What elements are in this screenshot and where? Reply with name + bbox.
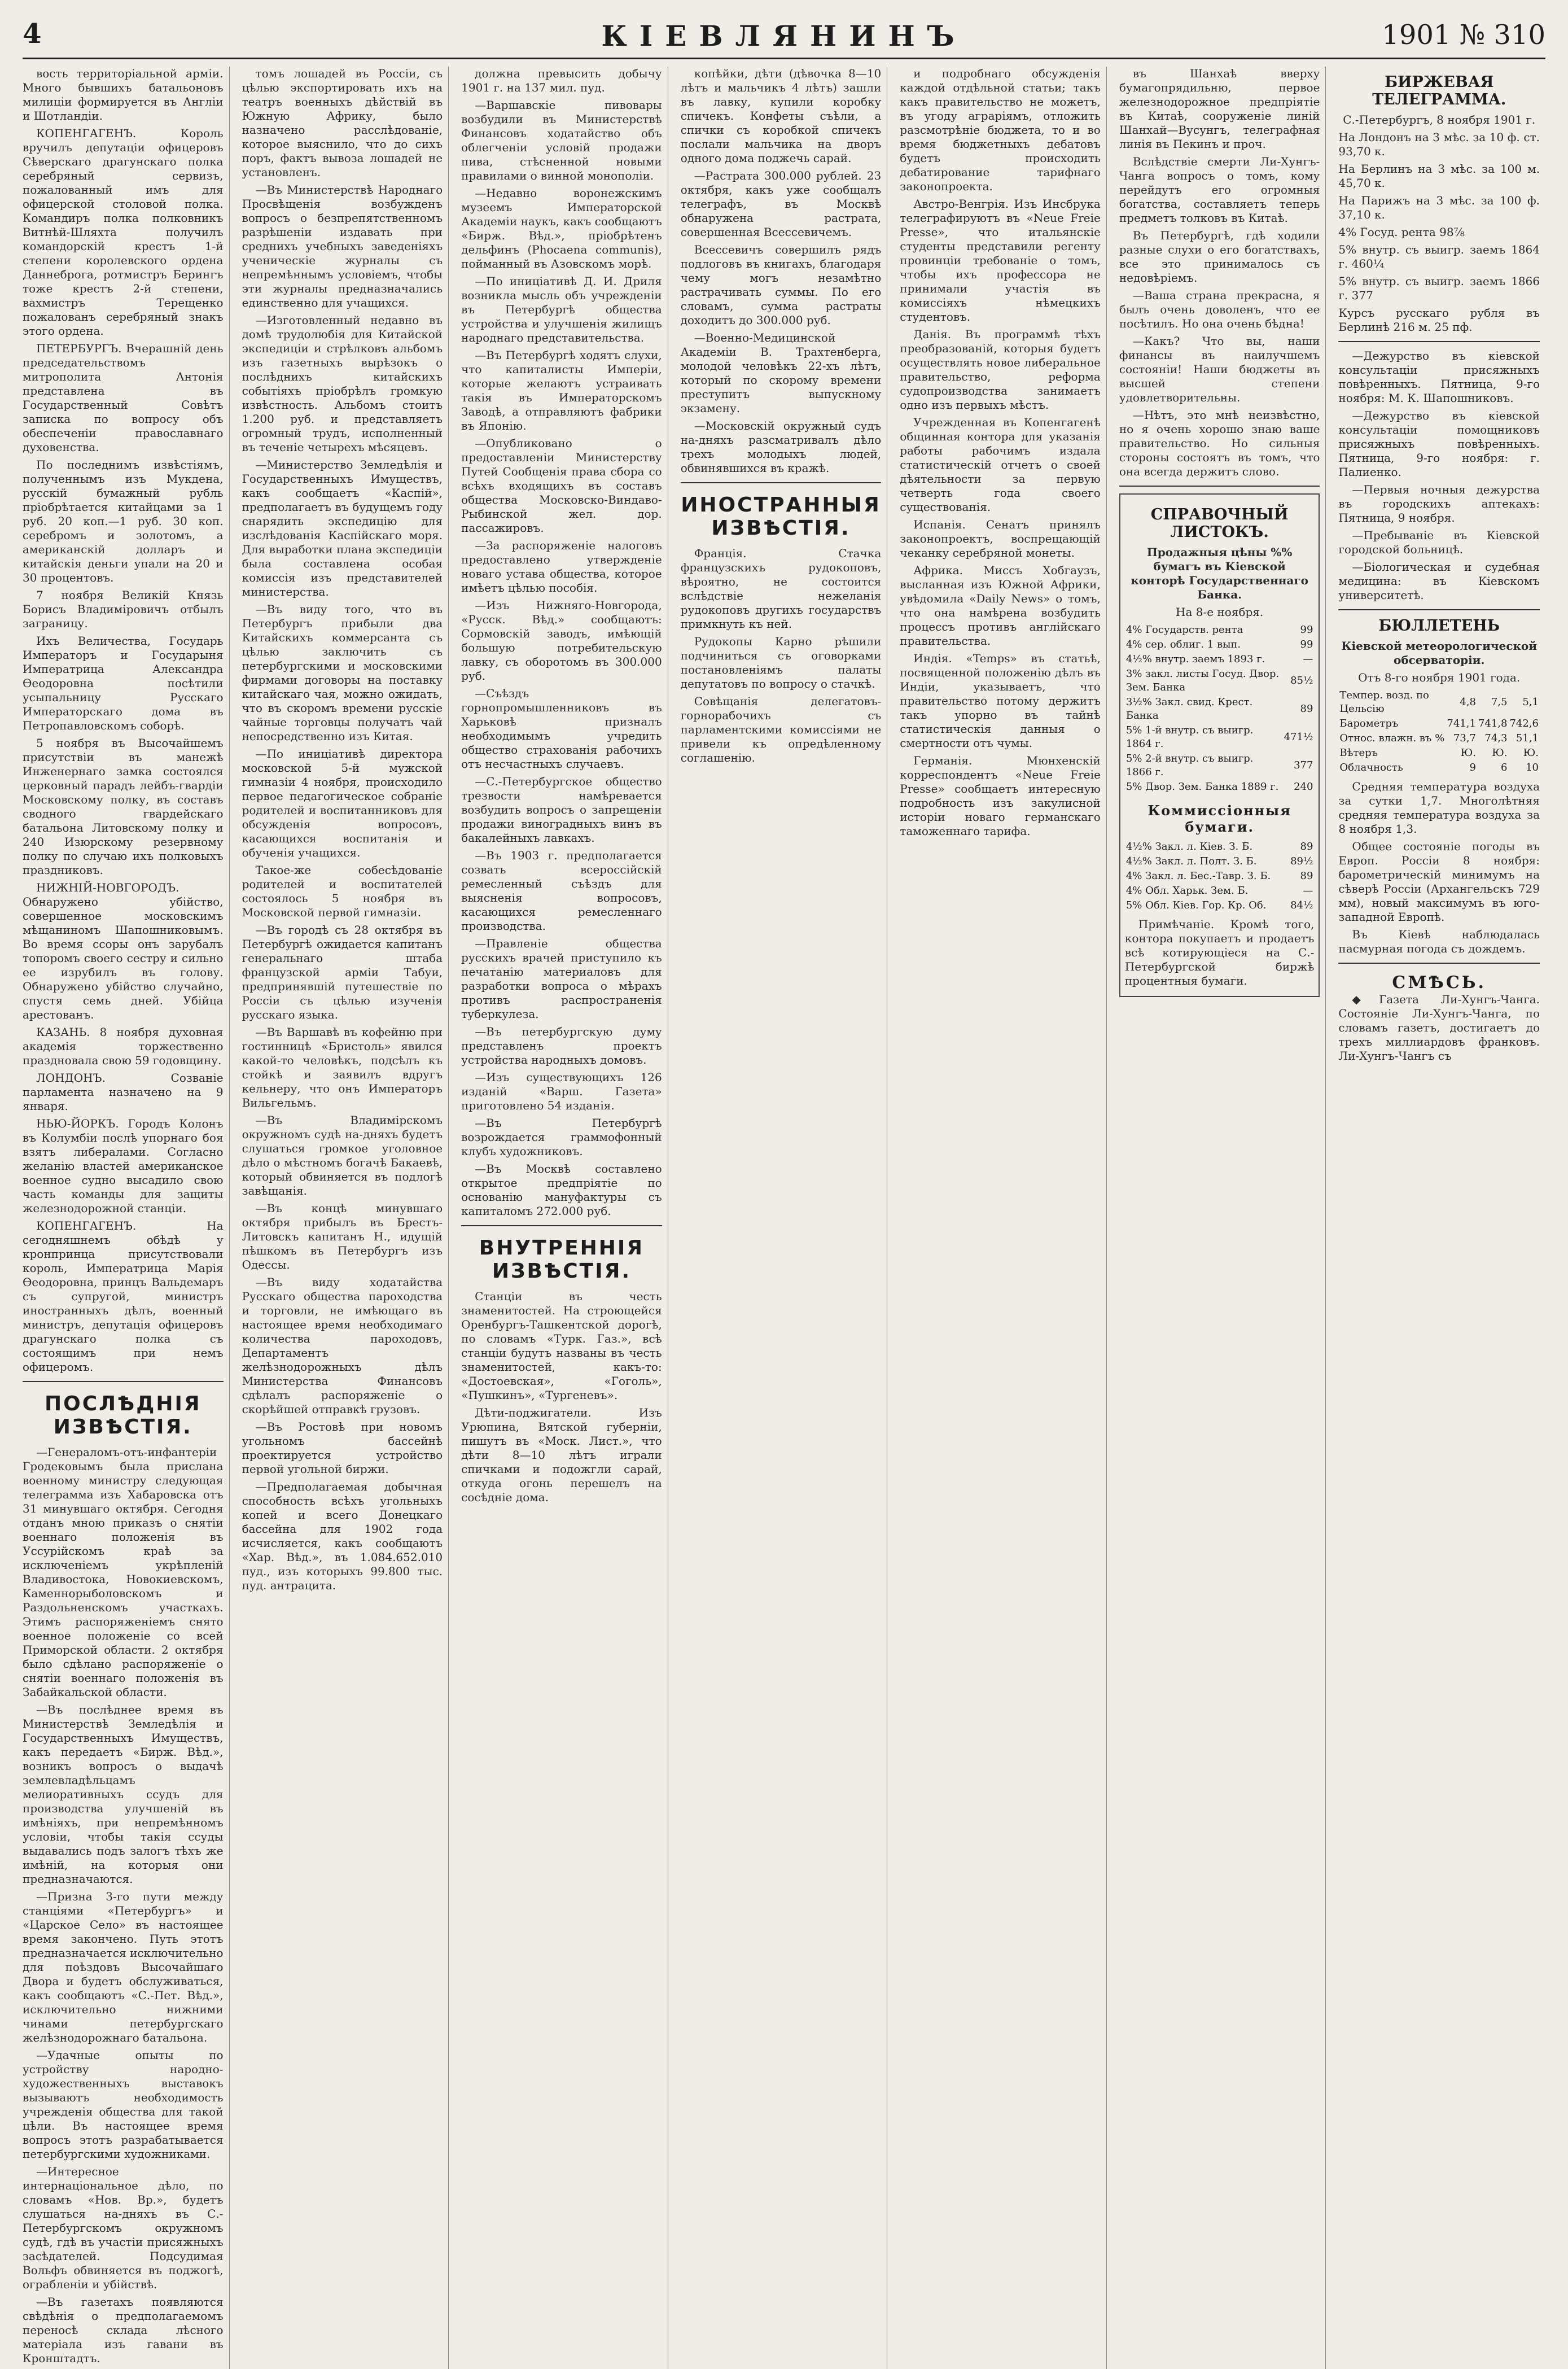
article-paragraph: Ихъ Величества, Государь Императоръ и Государыня Императрица Александра Ѳеодоровна посѣтили усыпальницу Русскаго Императорскаго дома въ Петропавловскомъ соборѣ. bbox=[23, 634, 224, 732]
commission-heading: Коммиссіонныя бумаги. bbox=[1147, 802, 1291, 835]
column-2 bbox=[242, 67, 449, 2369]
article-paragraph: Австро-Венгрія. Изъ Инсбрука телеграфируютъ въ «Neue Freie Presse», что итальянскіе студенты представили регенту провинціи требованіе о томъ, чтобы ихъ профессора не принимали участія въ комиссіяхъ нѣмецкихъ студентовъ. bbox=[900, 197, 1101, 324]
article-columns bbox=[23, 67, 1545, 2365]
page-number: 4 bbox=[23, 18, 42, 50]
article-paragraph: По последнимъ извѣстіямъ, полученнымъ изъ Мукдена, русскій бумажный рубль пріобрѣтается китайцами за 1 руб. 20 коп.—1 руб. 30 коп. серебромъ и золотомъ, а американскій долларъ и китайскія деньги упали на 20 и 30 процентовъ. bbox=[23, 458, 224, 584]
exchange-heading: БИРЖЕВАЯ ТЕЛЕГРАММА. bbox=[1372, 73, 1506, 108]
weather-value: Ю. bbox=[1460, 747, 1476, 759]
article-paragraph: —Въ Ростовѣ при новомъ угольномъ бассейнѣ проектируется устройство первой угольной биржи. bbox=[242, 1420, 443, 1476]
exchange-line: Курсъ русскаго рубля въ Берлинѣ 216 м. 25 пф. bbox=[1338, 306, 1540, 334]
weather-value: 4,8 bbox=[1460, 696, 1476, 708]
article-paragraph: —Въ концѣ минувшаго октября прибылъ въ Брестъ-Литовскъ капитанъ Н., идущій пѣшкомъ въ Петербургъ изъ Одессы. bbox=[242, 1201, 443, 1271]
table-row bbox=[1125, 869, 1315, 884]
exchange-subtitle: С.-Петербургъ, 8 ноября 1901 г. bbox=[1343, 113, 1536, 126]
article-paragraph: должна превысить добычу 1901 г. на 137 мил. пуд. bbox=[461, 67, 662, 94]
article-paragraph: —Варшавскіе пивовары возбудили въ Министерствѣ Финансовъ ходатайство объ облегченіи условій продажи пива, стѣсненной новыми правилами о винной монополіи. bbox=[461, 98, 662, 182]
article-paragraph: 5 ноября въ Высочайшемъ присутствіи въ манежѣ Инженернаго замка состоялся церковный парадъ лейбъ-гвардіи Московскому полку, въ составъ сводного гвардейскаго батальона Литовскому полку и 240 Изюрскому резервному полку по случаю ихъ полковыхъ праздниковъ. bbox=[23, 736, 224, 877]
article-paragraph: ПЕТЕРБУРГЪ. Вчерашній день председательствомъ митрополита Антонія представлена въ Государственный Совѣтъ записка по вопросу объ обеспеченіи православнаго духовенства. bbox=[23, 342, 224, 454]
rate-value: 89 bbox=[1300, 841, 1313, 853]
rate-value: 471½ bbox=[1284, 731, 1313, 743]
article-paragraph: Индія. «Temps» въ статьѣ, посвященной положенію дѣлъ въ Индіи, указываетъ, что правительство потому держитъ такъ упорно въ тайнѣ статистическія данныя о смертности отъ чумы. bbox=[900, 652, 1101, 750]
article-paragraph: Вслѣдствіе смерти Ли-Хунгъ-Чанга вопросъ о томъ, кому перейдутъ его огромныя богатства, составляетъ теперь предметъ толковъ въ Китаѣ. bbox=[1119, 155, 1320, 225]
rate-name: 4½% Закл. л. Кіев. З. Б. bbox=[1125, 841, 1253, 853]
foreign-news-heading: ИНОСТРАННЫЯ ИЗВѢСТІЯ. bbox=[681, 493, 881, 540]
rates-table bbox=[1125, 623, 1315, 794]
rate-value: — bbox=[1303, 653, 1313, 665]
rate-value: 89 bbox=[1300, 703, 1313, 715]
rate-name: 5% 2-й внутр. съ выигр. 1866 г. bbox=[1125, 753, 1254, 778]
reference-note: Примѣчаніе. Кромѣ того, контора покупаетъ и продаетъ всѣ котирующіеся на С.-Петербургской биржѣ процентныя бумаги. bbox=[1124, 917, 1315, 987]
article-paragraph: —Въ Петербургѣ возрождается граммофонный клубъ художниковъ. bbox=[461, 1116, 662, 1158]
miscellany-heading: СМѢСЬ. bbox=[1392, 973, 1486, 993]
rate-value: 99 bbox=[1300, 624, 1313, 636]
notice-paragraph: —Дежурство въ кіевской консультаціи присяжныхъ повѣренныхъ. Пятница, 9-го ноября: М. К. Шапошниковъ. bbox=[1338, 349, 1540, 405]
article-paragraph: —Въ Москвѣ составлено открытое предпріятіе по основанію мануфактуры съ капиталомъ 272.000 руб. bbox=[461, 1162, 662, 1218]
article-paragraph: —Растрата 300.000 рублей. 23 октября, какъ уже сообщалъ телеграфъ, въ Москвѣ обнаружена растрата, совершенная Всессевичемъ. bbox=[680, 169, 882, 239]
exchange-line: На Лондонъ на 3 мѣс. за 10 ф. ст. 93,70 к. bbox=[1338, 130, 1540, 158]
section-divider bbox=[1338, 609, 1540, 610]
table-row bbox=[1125, 854, 1315, 869]
article-paragraph: —Въ виду того, что въ Петербургъ прибыли два Китайскихъ коммерсанта съ цѣлью заключить съ петербургскими и московскими фирмами договоры на поставку китайскаго чая, можно ожидать, что въ скоромъ времени русскіе чайные торговцы получатъ чай непосредственно изъ Китая. bbox=[242, 602, 443, 743]
reference-box bbox=[1119, 493, 1320, 997]
table-row bbox=[1125, 652, 1315, 667]
bulletin-date: Отъ 8-го ноября 1901 года. bbox=[1358, 671, 1521, 684]
weather-label: Темпер. возд. по Цельсію bbox=[1339, 689, 1429, 715]
article-paragraph: Въ Петербургѣ, гдѣ ходили разные слухи о его богатствахъ, все это принималось съ недовѣріемъ. bbox=[1119, 229, 1320, 285]
article-paragraph: 7 ноября Великій Князь Борисъ Владиміровичъ отбылъ заграницу. bbox=[23, 588, 224, 630]
table-row bbox=[1125, 695, 1315, 723]
table-row bbox=[1125, 637, 1315, 652]
exchange-line: На Парижъ на 3 мѣс. за 100 ф. 37,10 к. bbox=[1338, 194, 1540, 221]
table-row bbox=[1338, 760, 1540, 775]
article-paragraph: вость территоріальной арміи. Много бывшихъ батальоновъ милиціи формируется въ Англіи и Шотландіи. bbox=[23, 67, 224, 123]
weather-value: 74,3 bbox=[1484, 732, 1508, 744]
table-row bbox=[1125, 780, 1315, 794]
notice-paragraph: —Первыя ночныя дежурства въ городскихъ аптекахъ: Пятница, 9 ноября. bbox=[1338, 483, 1540, 524]
article-paragraph: ЛОНДОНЪ. Созваніе парламента назначено на 9 января. bbox=[23, 1071, 224, 1113]
weather-value: 10 bbox=[1526, 762, 1539, 773]
section-divider bbox=[1119, 486, 1320, 487]
article-paragraph: —За распоряженіе налоговъ предоставлено утвержденіе новаго устава общества, которое имѣетъ цѣлью пособія. bbox=[461, 539, 662, 595]
table-row bbox=[1125, 884, 1315, 898]
rate-name: 5% 1-й внутр. съ выигр. 1864 г. bbox=[1125, 724, 1254, 750]
article-paragraph: Франція. Стачка французскихъ рудокоповъ, вѣроятно, не состоится вслѣдствіе нежеланія рудокоповъ другихъ государствъ примкнуть къ ней. bbox=[680, 547, 882, 631]
article-paragraph: —Въ послѣднее время въ Министерствѣ Земледѣлія и Государственныхъ Имуществъ, какъ передаетъ «Бирж. Вѣд.», возникъ вопросъ о выдачѣ землевладѣльцамъ мелиоративныхъ ссудъ для производства улучшеній въ имѣніяхъ, при непремѣнномъ условіи, чтобы такія ссуды выдавались подъ залогъ тѣхъ же имѣній, на которыя они предназначаются. bbox=[23, 1703, 224, 1886]
rate-value: 84½ bbox=[1290, 899, 1313, 911]
rate-name: 3% закл. листы Госуд. Двор. Зем. Банка bbox=[1125, 668, 1280, 693]
table-row bbox=[1125, 667, 1315, 695]
article-paragraph: —Предполагаемая добычная способность всѣхъ угольныхъ копей и всего Донецкаго бассейна для 1902 года исчисляется, какъ сообщаютъ «Хар. Вѣд.», въ 1.084.652.010 пуд., изъ которыхъ 99.800 тыс. пуд. антрацита. bbox=[242, 1480, 443, 1592]
notice-paragraph: —Пребываніе въ Кіевской городской больницѣ. bbox=[1338, 528, 1540, 556]
rate-name: 4½% внутр. заемъ 1893 г. bbox=[1125, 653, 1265, 665]
article-paragraph: КОПЕНГАГЕНЪ. На сегодняшнемъ обѣдѣ у кронпринца присутствовали король, Императрица Марія Ѳеодоровна, принцъ Вальдемаръ съ супругой, министръ иностранныхъ дѣлъ, военный министръ, депутація офицеровъ драгунскаго полка съ состоящимъ при немъ офицеромъ. bbox=[23, 1219, 224, 1374]
exchange-line: 4% Госуд. рента 98⅞ bbox=[1338, 225, 1465, 239]
article-paragraph: —Въ Владимірскомъ окружномъ судѣ на-дняхъ будетъ слушаться громкое уголовное дѣло о мѣстномъ богачѣ Бакаевѣ, который обвиняется въ подлогѣ завѣщанія. bbox=[242, 1113, 443, 1197]
section-divider bbox=[1338, 963, 1540, 964]
article-paragraph: Дѣти-поджигатели. Изъ Урюпина, Вятской губерніи, пишутъ въ «Моск. Лист.», что дѣти 8—10 лѣтъ играли спичками и подожгли сарай, откуда огонь перешелъ на сосѣдніе дома. bbox=[461, 1406, 662, 1504]
article-paragraph: и подробнаго обсужденія каждой отдѣльной статьи; такъ какъ правительство не можетъ, въ угоду аграріямъ, отложить разсмотрѣніе бюджета, то и во время бюджетныхъ дебатовъ будетъ происходить дебатирование тарифнаго законопроекта. bbox=[900, 67, 1101, 193]
article-paragraph: въ Шанхаѣ вверху бумагопрядильню, первое железнодорожное предпріятіе въ Китаѣ, сооруженіе линій Шанхай—Вусунгъ, телеграфная линія въ Пекинъ и проч. bbox=[1119, 67, 1320, 151]
article-paragraph: Учрежденная въ Копенгагенѣ общинная контора для указанія работы рабочимъ издала статистическій отчетъ о своей дѣятельности за первую четверть года своего существованія. bbox=[900, 416, 1101, 514]
weather-label: Вѣтеръ bbox=[1339, 747, 1378, 759]
article-paragraph: НЬЮ-ЙОРКЪ. Городъ Колонъ въ Колумбіи послѣ упорнаго боя взятъ либералами. Согласно желанію властей американское военное судно высадило свою часть команды для защиты железнодорожной станціи. bbox=[23, 1117, 224, 1215]
newspaper-title: КІЕВЛЯНИНЪ bbox=[601, 19, 967, 53]
rate-name: 4% Обл. Харьк. Зем. Б. bbox=[1125, 885, 1249, 897]
article-paragraph: —Министерство Земледѣлія и Государственныхъ Имуществъ, какъ сообщаетъ «Каспій», предполагаетъ въ будущемъ году снарядить экспедицію для изслѣдованія Каспійскаго моря. Для выработки плана экспедиціи была составлена особая комиссія изъ представителей министерства. bbox=[242, 458, 443, 598]
weather-label: Облачность bbox=[1339, 762, 1403, 773]
table-row bbox=[1125, 898, 1315, 913]
bulletin-paragraph: Общее состояніе погоды въ Европ. Россіи 8 ноября: барометрическій минимумъ на сѣверѣ Россіи (Архангельскъ 729 мм), новый максимумъ въ юго-западной Европѣ. bbox=[1338, 840, 1540, 924]
article-paragraph: —Какъ? Что вы, наши финансы въ наилучшемъ состояніи! Наши бюджеты въ высшей степени удовлетворительны. bbox=[1119, 334, 1320, 404]
article-paragraph: —Въ городѣ съ 28 октября въ Петербургѣ ожидается капитанъ генеральнаго штаба французской арміи Табуи, предпринявшій путешествіе по Россіи съ цѣлью изученія русскаго языка. bbox=[242, 923, 443, 1021]
rate-name: 4% Государств. рента bbox=[1125, 624, 1243, 636]
reference-date: На 8-е ноября. bbox=[1176, 605, 1264, 619]
article-paragraph: —Въ 1903 г. предполагается созвать всероссійскій ремесленный съѣздъ для выясненія вопросовъ, касающихся ремесленнаго производства. bbox=[461, 849, 662, 933]
bulletin-heading: БЮЛЛЕТЕНЬ bbox=[1378, 617, 1500, 635]
article-paragraph: Германія. Мюнхенскій корреспондентъ «Neue Freie Presse» сообщаетъ интересную подробность изъ закулисной исторіи новаго германскаго таможеннаго тарифа. bbox=[900, 754, 1101, 838]
weather-value: 5,1 bbox=[1522, 696, 1539, 708]
article-paragraph: Африка. Миссъ Хобгаузъ, высланная изъ Южной Африки, увѣдомила «Daily News» о томъ, что она намѣрена возбудить процессъ противъ англійскаго правительства. bbox=[900, 563, 1101, 648]
article-paragraph: томъ лошадей въ Россіи, съ цѣлью экспортировать ихъ на театръ военныхъ дѣйствій въ Южную Африку, было назначено расслѣдованіе, которое выяснило, что до сихъ поръ, фактъ вывоза лошадей не установленъ. bbox=[242, 67, 443, 179]
weather-value: Ю. bbox=[1492, 747, 1508, 759]
article-paragraph: —Въ Петербургѣ ходятъ слухи, что капиталисты Имперіи, которые желаютъ устраивать такія въ Императорскомъ Заводѣ, а отправляютъ фабрики въ Японію. bbox=[461, 348, 662, 432]
reference-heading: СПРАВОЧНЫЙ ЛИСТОКЪ. bbox=[1150, 506, 1289, 541]
table-row bbox=[1125, 723, 1315, 751]
article-paragraph: Такое-же собесѣдованіе родителей и воспитателей состоялось 5 ноября въ Московской первой гимназіи. bbox=[242, 863, 443, 919]
weather-table bbox=[1338, 688, 1540, 775]
table-row bbox=[1338, 688, 1540, 716]
rate-name: 4½% Закл. л. Полт. З. Б. bbox=[1125, 855, 1257, 867]
table-row bbox=[1338, 746, 1540, 760]
weather-value: 742,6 bbox=[1509, 718, 1539, 729]
article-paragraph: —Недавно воронежскимъ музеемъ Императорской Академіи наукъ, какъ сообщаютъ «Бирж. Вѣд.», пріобрѣтенъ дельфинъ (Phocaena communis), пойманный въ Азовскомъ морѣ. bbox=[461, 186, 662, 270]
weather-value: 6 bbox=[1501, 762, 1508, 773]
rate-value: 89½ bbox=[1290, 855, 1313, 867]
exchange-line: На Берлинъ на 3 мѣс. за 100 м. 45,70 к. bbox=[1338, 162, 1540, 190]
article-paragraph: Испанія. Сенатъ принялъ законопроектъ, воспрещающій чеканку серебряной монеты. bbox=[900, 518, 1101, 560]
rate-name: 5% Обл. Кіев. Гор. Кр. Об. bbox=[1125, 899, 1267, 911]
rate-name: 4% Закл. л. Бес.-Тавр. З. Б. bbox=[1125, 870, 1271, 882]
column-5 bbox=[900, 67, 1107, 2369]
article-paragraph: —Въ газетахъ появляются свѣдѣнія о предполагаемомъ переносѣ склада лѣсного матеріала изъ гавани въ Кронштадтъ. bbox=[23, 2295, 224, 2365]
article-paragraph: Станціи въ честь знаменитостей. На строющейся Оренбургъ-Ташкентской дорогѣ, по словамъ «Турк. Газ.», всѣ станціи будутъ названы въ честь знаменитостей, какъ-то: «Достоевская», «Гоголь», «Пушкинъ», «Тургеневъ». bbox=[461, 1290, 662, 1402]
bulletin-subtitle: Кіевской метеорологической обсерваторіи. bbox=[1341, 639, 1538, 667]
column-3 bbox=[461, 67, 668, 2369]
article-paragraph: —По иниціативѣ директора московской 5-й мужской гимназіи 4 ноября, происходило первое педагогическое собраніе родителей и воспитанниковъ для обсужденія вопросовъ, касающихся воспитанія и обученія учащихся. bbox=[242, 747, 443, 859]
article-paragraph: —Интересное интернаціональное дѣло, по словамъ «Нов. Вр.», будетъ слушаться на-дняхъ въ С.-Петербургскомъ окружномъ судѣ, гдѣ въ участіи присяжныхъ засѣдателей. Подсудимая Вольфъ обвиняется въ поджогѣ, ограбленіи и убійствѣ. bbox=[23, 2165, 224, 2291]
rate-name: 4% сер. облиг. 1 вып. bbox=[1125, 639, 1241, 650]
rate-value: 377 bbox=[1294, 759, 1313, 771]
weather-label: Барометръ bbox=[1339, 718, 1399, 729]
exchange-line: 5% внутр. съ выигр. заемъ 1866 г. 377 bbox=[1338, 274, 1540, 302]
table-row bbox=[1338, 716, 1540, 731]
table-row bbox=[1125, 623, 1315, 637]
rate-value: — bbox=[1303, 885, 1313, 897]
issue-number: 1901 № 310 bbox=[1382, 19, 1545, 51]
article-paragraph: Рудокопы Карно рѣшили подчиниться съ оговорками постановленіямъ палаты депутатовъ по вопросу о стачкѣ. bbox=[680, 635, 882, 690]
article-paragraph: —Опубликовано о предоставленіи Министерству Путей Сообщенія права сбора со всѣхъ входящихъ въ составъ общества Московско-Виндаво-Рыбинской жел. дор. пассажировъ. bbox=[461, 436, 662, 535]
article-paragraph: —Генераломъ-отъ-инфантеріи Гродековымъ была прислана военному министру следующая телеграмма изъ Хабаровска отъ 31 минувшаго октября. Сегодня отданъ мною приказъ о снятіи военнаго положенія въ Уссурійскомъ краѣ за исключеніемъ укрѣпленій Владивостока, Новокиевскомъ, Каменнорыболовскомъ и Раздольненскомъ участкахъ. Этимъ распоряженіемъ снято военное положеніе со всей Приморской области. 2 октября было сдѣлано распоряженіе о снятіи военнаго положенія въ Забайкальской области. bbox=[23, 1445, 224, 1699]
article-paragraph: —По иниціативѣ Д. И. Дриля возникла мысль объ учрежденіи въ Петербургѣ общества устройства и улучшенія жилищъ народнаго представительства. bbox=[461, 274, 662, 344]
article-paragraph: —Призна 3-го пути между станціями «Петербургъ» и «Царское Село» въ настоящее время закончено. Путь этотъ предназначается исключительно для поѣздовъ Высочайшаго Двора и будетъ обслуживаться, какъ сообщаютъ «С.-Пет. Вѣд.», исключительно нижними чинами петербургскаго желѣзнодорожнаго батальона. bbox=[23, 1890, 224, 2044]
article-paragraph: —Въ Варшавѣ въ кофейню при гостинницѣ «Бристоль» явился какой-то человѣкъ, подсѣлъ къ стойкѣ и заявилъ вдругъ кельнеру, что онъ Императоръ Вильгельмъ. bbox=[242, 1025, 443, 1109]
notice-paragraph: —Біологическая и судебная медицина: въ Кіевскомъ университетѣ. bbox=[1338, 560, 1540, 602]
rate-value: 89 bbox=[1300, 870, 1313, 882]
weather-value: 741,1 bbox=[1447, 718, 1476, 729]
table-row bbox=[1125, 751, 1315, 780]
weather-label: Относ. влажн. въ % bbox=[1339, 732, 1445, 744]
section-divider bbox=[681, 482, 882, 483]
article-paragraph: КОПЕНГАГЕНЪ. Король вручилъ депутаціи офицеровъ Сѣверскаго драгунскаго полка серебряный сервизъ, пожалованный имъ для офицерской столовой полка. Командиръ полка полковникъ Витнѣй-Шляхта получилъ командорскій крестъ 1-й степени королевского ордена Даннеброга, ротмистръ Берингъ тоже крестъ 2-й степени, вахмистръ Терещенко пожалованъ серебряный знакъ этого ордена. bbox=[23, 126, 224, 338]
rate-name: 5% Двор. Зем. Банка 1889 г. bbox=[1125, 781, 1279, 793]
weather-value: 73,7 bbox=[1453, 732, 1476, 744]
commission-table bbox=[1125, 840, 1315, 913]
miscellany-paragraph: ◆Газета Ли-Хунгъ-Чанга. Состояніе Ли-Хунгъ-Чанга, по словамъ газетъ, достигаетъ до трехъ миллиардовъ франковъ. Ли-Хунгъ-Чангъ съ bbox=[1338, 993, 1540, 1063]
article-paragraph: —Ваша страна прекрасна, я былъ очень доволенъ, что ее посѣтилъ. Но она очень бѣдна! bbox=[1119, 289, 1320, 330]
last-news-heading: ПОСЛѢДНІЯ ИЗВѢСТІЯ. bbox=[44, 1392, 202, 1439]
article-paragraph: —Изъ Нижняго-Новгорода, «Русск. Вѣд.» сообщаютъ: Сормовскій заводъ, имѣющій большую потребительскую лавку, съ оборотомъ въ 300.000 руб. bbox=[461, 598, 662, 683]
article-paragraph: —Нѣтъ, это мнѣ неизвѣстно, но я очень хорошо знаю ваше правительство. Но сильныя стороны состоятъ въ томъ, что она всегда держитъ слово. bbox=[1119, 408, 1320, 478]
article-paragraph: Совѣщанія делегатовъ-горнорабочихъ съ парламентскими комиссіями не привели къ опредѣленному соглашенію. bbox=[680, 694, 882, 764]
article-paragraph: —Съѣздъ горнопромышленниковъ въ Харьковѣ призналъ необходимымъ учредить общество страхованія рабочихъ отъ несчастныхъ случаевъ. bbox=[461, 687, 662, 771]
article-paragraph: Всессевичъ совершилъ рядъ подлоговъ въ книгахъ, благодаря чему могъ незамѣтно растрачивать суммы. По его словамъ, сумма растраты доходитъ до 300.000 руб. bbox=[680, 243, 882, 327]
article-paragraph: Данія. Въ программѣ тѣхъ преобразованій, которыя будетъ осуществлять новое либеральное правительство, реформа судопроизводства занимаетъ одно изъ первыхъ мѣстъ. bbox=[900, 327, 1101, 412]
notice-paragraph: —Дежурство въ кіевской консультаціи помощниковъ присяжныхъ повѣренныхъ. Пятница, 9-го ноября: г. Палиенко. bbox=[1338, 409, 1540, 479]
weather-value: 741,8 bbox=[1478, 718, 1508, 729]
article-paragraph: КАЗАНЬ. 8 ноября духовная академія торжественно праздновала свою 59 годовщину. bbox=[23, 1025, 224, 1067]
article-paragraph: —Въ Министерствѣ Народнаго Просвѣщенія возбужденъ вопросъ о безпрепятственномъ разрѣшеніи издавать при среднихъ учебныхъ заведеніяхъ ученическіе журналы съ непремѣннымъ условіемъ, чтобы эти журналы предназначались единственно для учащихся. bbox=[242, 183, 443, 309]
article-paragraph: —Удачные опыты по устройству народно-художественныхъ выставокъ вызываютъ необходимость учрежденія общества для такой цѣли. Въ настоящее время вопросъ этотъ разрабатывается петербургскими художниками. bbox=[23, 2048, 224, 2161]
masthead bbox=[23, 17, 1545, 59]
article-paragraph: —С.-Петербургское общество трезвости намѣревается возбудить вопросъ о запрещеніи продажи виноградныхъ винъ въ бакалейныхъ лавкахъ. bbox=[461, 775, 662, 845]
exchange-line: 5% внутр. съ выигр. заемъ 1864 г. 460¼ bbox=[1338, 243, 1540, 270]
rate-value: 99 bbox=[1300, 639, 1313, 650]
rate-value: 85½ bbox=[1290, 675, 1313, 687]
bulletin-paragraph: Въ Кіевѣ наблюдалась пасмурная погода съ дождемъ. bbox=[1338, 928, 1540, 955]
weather-value: 9 bbox=[1469, 762, 1476, 773]
article-paragraph: —Военно-Медицинской Академіи В. Трахтенберга, молодой человѣкъ 22-хъ лѣтъ, который по скорому времени преступитъ выпускному экзамену. bbox=[680, 331, 882, 415]
column-6 bbox=[1119, 67, 1326, 2369]
rate-value: 240 bbox=[1294, 781, 1313, 793]
article-paragraph: копѣйки, дѣти (дѣвочка 8—10 лѣтъ и мальчикъ 4 лѣтъ) зашли въ лавку, купили коробку спичекъ. Конфеты съѣли, а спички съ коробкой спичекъ послали мальчика на дворъ одного дома поджечь сарай. bbox=[680, 67, 882, 165]
internal-news-heading: ВНУТРЕННІЯ ИЗВѢСТІЯ. bbox=[479, 1236, 645, 1283]
column-4 bbox=[681, 67, 888, 2369]
article-paragraph: —Изъ существующихъ 126 изданій «Варш. Газета» приготовлено 54 изданія. bbox=[461, 1070, 662, 1112]
column-7 bbox=[1338, 67, 1545, 2369]
weather-value: Ю. bbox=[1523, 747, 1539, 759]
section-divider bbox=[23, 1381, 224, 1382]
reference-caption: Продажныя цѣны %% бумагъ въ Кіевской конторѣ Государственнаго Банка. bbox=[1131, 545, 1308, 601]
section-divider bbox=[461, 1225, 662, 1226]
weather-value: 51,1 bbox=[1516, 732, 1539, 744]
table-row bbox=[1125, 840, 1315, 854]
article-paragraph: —Изготовленный недавно въ домѣ трудолюбія для Китайской экспедиціи и стрѣлковъ альбомъ изъ газетныхъ вырѣзокъ о послѣднихъ китайскихъ событіяхъ пріобрѣлъ громкую извѣстность. Альбомъ стоитъ 1.200 руб. и представляетъ огромный трудъ, исполненный въ теченіе четырехъ мѣсяцевъ. bbox=[242, 313, 443, 454]
section-divider bbox=[1338, 341, 1540, 342]
article-paragraph: —Правленіе общества русскихъ врачей приступило къ печатанію материаловъ для разработки вопроса о мѣрахъ противъ распространенія туберкулеза. bbox=[461, 937, 662, 1021]
article-paragraph: —Московскій окружный судъ на-дняхъ разсматривалъ дѣло трехъ молодыхъ людей, обвинявшихся въ кражѣ. bbox=[680, 419, 882, 475]
column-1 bbox=[23, 67, 230, 2369]
table-row bbox=[1338, 731, 1540, 746]
article-paragraph: —Въ виду ходатайства Русскаго общества пароходства и торговли, не имѣющаго въ настоящее время необходимаго количества пароходовъ, Департаментъ желѣзнодорожныхъ дѣлъ Министерства Финансовъ сдѣлалъ распоряженіе о скорѣйшей отправкѣ грузовъ. bbox=[242, 1275, 443, 1416]
article-paragraph: НИЖНІЙ-НОВГОРОДЪ. Обнаружено убійство, совершенное московскимъ мѣщаниномъ Шапошниковымъ. Во время ссоры онъ зарубалъ топоромъ своего сестру и сильно ее изрубилъ въ голову. Обнаружено убійство случайно, спустя семь дней. Убійца арестованъ. bbox=[23, 881, 224, 1021]
weather-value: 7,5 bbox=[1491, 696, 1508, 708]
article-paragraph: —Въ петербургскую думу представленъ проектъ устройства народныхъ домовъ. bbox=[461, 1025, 662, 1067]
bulletin-paragraph: Средняя температура воздуха за сутки 1,7. Многолѣтняя средняя температура воздуха за 8 ноября 1,3. bbox=[1338, 780, 1540, 836]
rate-name: 3½% Закл. свид. Крест. Банка bbox=[1125, 696, 1253, 722]
